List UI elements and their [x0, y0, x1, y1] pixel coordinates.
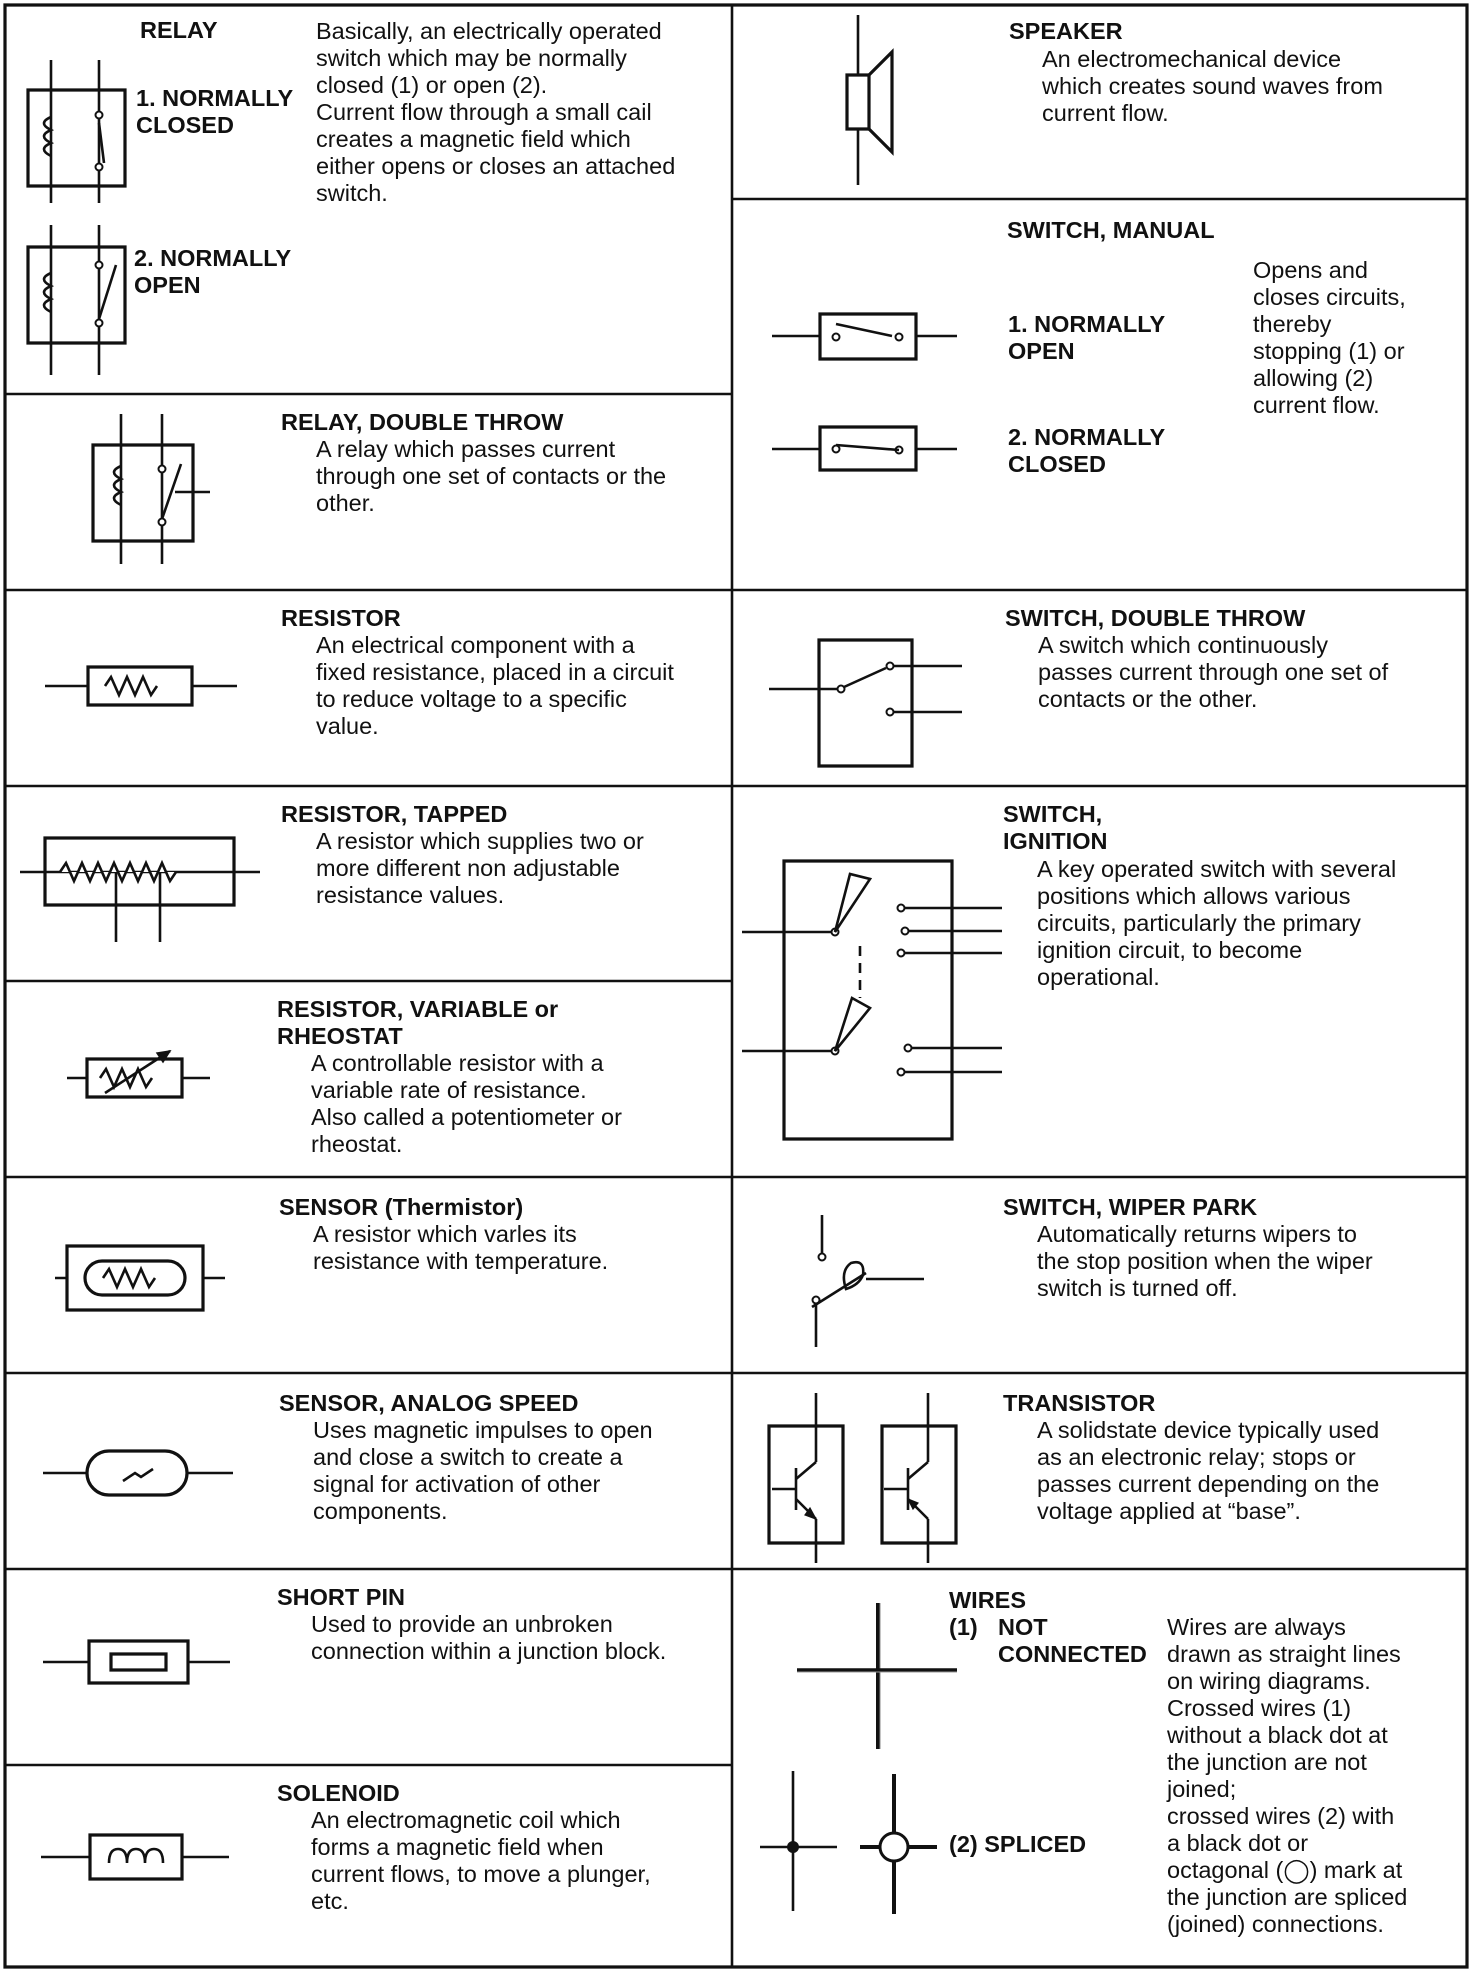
switch-manual-title: SWITCH, MANUAL [1007, 217, 1215, 243]
wires-not-connected-label: NOT CONNECTED [998, 1614, 1147, 1667]
short-pin-description: Used to provide an unbroken connection within a junction block. [311, 1611, 667, 1664]
solenoid-description: An electromagnetic coil which forms a magnetic field when current flows, to move a plunger, etc. [311, 1807, 651, 1914]
resistor-description: An electrical component with a fixed resistance, placed in a circuit to reduce voltage to a specific value. [316, 632, 674, 739]
sensor-thermistor-entry [5, 1177, 732, 1373]
relay-nc-drawing [28, 60, 125, 203]
resistor-tapped-description: A resistor which supplies two or more different non adjustable resistance values. [316, 828, 644, 908]
relay-entry [5, 5, 732, 394]
resistor-symbol [5, 590, 255, 786]
switch-manual-closed-drawing [772, 427, 957, 470]
switch-double-throw-entry [732, 590, 1467, 786]
resistor-tapped-title: RESISTOR, TAPPED [281, 801, 508, 827]
switch-double-throw-symbol [732, 590, 982, 786]
switch-ignition-description: A key operated switch with several positions which allows various circuits, particularly the primary ignition circuit, to become operational. [1037, 856, 1397, 990]
sensor-analog-speed-description: Uses magnetic impulses to open and close a switch to create a signal for activation of other components. [313, 1417, 653, 1524]
switch-double-throw-title: SWITCH, DOUBLE THROW [1005, 605, 1306, 631]
wires-symbol [732, 1569, 952, 1967]
resistor-variable-title: RESISTOR, VARIABLE or RHEOSTAT [277, 996, 559, 1049]
speaker-title: SPEAKER [1009, 18, 1123, 44]
short-pin-title: SHORT PIN [277, 1584, 405, 1610]
switch-wiper-park-description: Automatically returns wipers to the stop position when the wiper switch is turned off. [1037, 1221, 1373, 1301]
solenoid-symbol [5, 1765, 255, 1967]
relay-normally-closed-symbol [5, 5, 135, 394]
switch-double-throw-description: A switch which continuously passes current through one set of contacts or the other. [1038, 632, 1389, 712]
relay-no-drawing [28, 225, 125, 375]
solenoid-entry [5, 1765, 732, 1967]
relay-double-throw-symbol [5, 394, 255, 590]
resistor-variable-symbol [5, 981, 255, 1177]
short-pin-symbol [5, 1569, 255, 1765]
switch-wiper-park-title: SWITCH, WIPER PARK [1003, 1194, 1258, 1220]
sensor-thermistor-symbol [5, 1177, 255, 1373]
sensor-thermistor-title: SENSOR (Thermistor) [279, 1194, 524, 1220]
solenoid-title: SOLENOID [277, 1780, 400, 1806]
resistor-tapped-entry [5, 786, 732, 981]
transistor-description: A solidstate device typically used as an electronic relay; stops or passes current depending on the voltage applied at “base”. [1037, 1417, 1380, 1524]
speaker-description: An electromechanical device which creates sound waves from current flow. [1042, 46, 1383, 126]
relay-description: Basically, an electrically operated switch which may be normally closed (1) or open (2). Current flow through a small cail creates a magnetic field which either opens or closes an attached switch. [316, 18, 676, 206]
wires-spliced-label: (2) SPLICED [949, 1831, 1087, 1857]
switch-manual-symbol [732, 199, 982, 590]
switch-wiper-park-symbol [732, 1177, 982, 1373]
switch-wiper-park-entry [732, 1177, 1467, 1373]
wires-description: Wires are always drawn as straight lines on wiring diagrams. Crossed wires (1) without a black dot at the junction are not joined; crossed wires (2) with a black dot or octagonal (◯) mark at the junction are spliced (joined) connections. [1167, 1614, 1408, 1937]
relay-normally-open-label: 2. NORMALLY OPEN [134, 245, 292, 298]
resistor-tapped-symbol [5, 786, 275, 981]
wires-spliced-drawing [760, 1771, 937, 1914]
speaker-entry [732, 5, 1467, 199]
switch-ignition-title: SWITCH, IGNITION [1003, 801, 1108, 854]
resistor-variable-entry [5, 981, 732, 1177]
switch-ignition-entry [732, 786, 1467, 1177]
wires-entry [732, 1569, 1467, 1967]
relay-double-throw-entry [5, 394, 732, 590]
relay-double-throw-title: RELAY, DOUBLE THROW [281, 409, 564, 435]
transistor-npn-drawing [882, 1393, 956, 1563]
switch-ignition-symbol [732, 786, 1022, 1177]
wires-not-connected-number: (1) [949, 1614, 978, 1640]
wires-title: WIRES [949, 1587, 1027, 1613]
switch-manual-entry [732, 199, 1467, 590]
relay-title: RELAY [140, 17, 218, 43]
short-pin-entry [5, 1569, 732, 1765]
resistor-variable-description: A controllable resistor with a variable rate of resistance. Also called a potentiometer or rheostat. [311, 1050, 622, 1157]
wires-not-connected-drawing [797, 1603, 957, 1749]
sensor-analog-speed-entry [5, 1373, 732, 1569]
relay-normally-closed-label: 1. NORMALLY CLOSED [136, 85, 294, 138]
transistor-entry [732, 1373, 1467, 1569]
speaker-symbol [732, 5, 982, 199]
switch-manual-open-drawing [772, 314, 957, 359]
sensor-thermistor-description: A resistor which varles its resistance with temperature. [313, 1221, 609, 1274]
sensor-analog-speed-title: SENSOR, ANALOG SPEED [279, 1390, 579, 1416]
transistor-pnp-drawing [769, 1393, 843, 1563]
sensor-analog-speed-symbol [5, 1373, 255, 1569]
switch-manual-normally-open-label: 1. NORMALLY OPEN [1008, 311, 1166, 364]
switch-manual-normally-closed-label: 2. NORMALLY CLOSED [1008, 424, 1166, 477]
transistor-title: TRANSISTOR [1003, 1390, 1156, 1416]
switch-manual-description: Opens and closes circuits, thereby stopping (1) or allowing (2) current flow. [1253, 257, 1406, 418]
relay-double-throw-description: A relay which passes current through one set of contacts or the other. [316, 436, 667, 516]
transistor-symbol [732, 1373, 982, 1569]
resistor-title: RESISTOR [281, 605, 401, 631]
resistor-entry [5, 590, 732, 786]
